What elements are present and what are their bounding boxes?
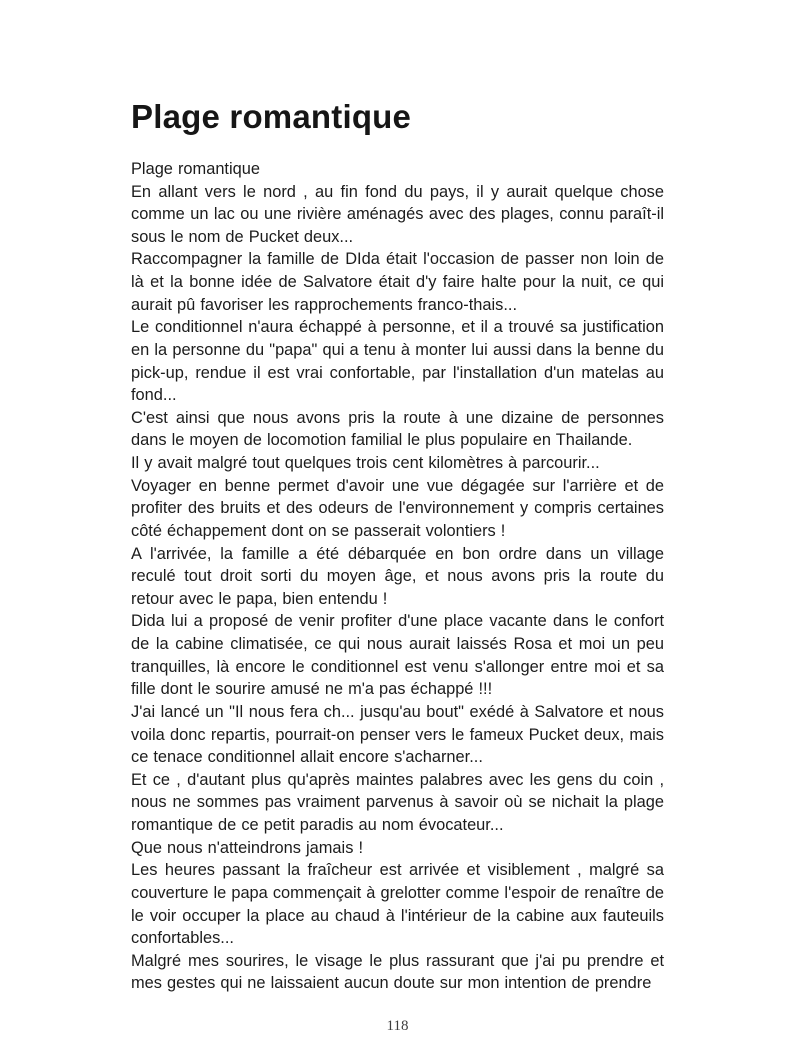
- paragraph: C'est ainsi que nous avons pris la route à une dizaine de personnes dans le moyen de locomotion familial le plus populaire en Thailande.: [131, 408, 664, 450]
- paragraph: Le conditionnel n'aura échappé à personne, et il a trouvé sa justification en la personne du "papa" qui a tenu à monter lui aussi dans la benne du pick-up, rendue il est vrai confortable, par l'installation d'un matelas au fond...: [131, 318, 664, 405]
- chapter-title: Plage romantique: [131, 98, 412, 135]
- page-content: [131, 99, 664, 995]
- paragraph: En allant vers le nord , au fin fond du pays, il y aurait quelque chose comme un lac ou une rivière aménagés avec des plages, connu paraît-il sous le nom de Pucket deux...: [131, 182, 664, 246]
- paragraph: A l'arrivée, la famille a été débarquée en bon ordre dans un village reculé tout droit sorti du moyen âge, et nous avons pris la route du retour avec le papa, bien entendu !: [131, 544, 664, 608]
- paragraph: Que nous n'atteindrons jamais !: [131, 838, 363, 857]
- paragraph: Et ce , d'autant plus qu'après maintes palabres avec les gens du coin , nous ne sommes pas vraiment parvenus à savoir où se nichait la plage romantique de ce petit paradis au nom évocateur...: [131, 770, 664, 835]
- body-text: [131, 158, 664, 995]
- paragraph: Malgré mes sourires, le visage le plus rassurant que j'ai pu prendre et mes gestes qui ne laissaient aucun doute sur mon intention de prendre: [131, 951, 664, 993]
- paragraph: Les heures passant la fraîcheur est arrivée et visiblement , malgré sa couverture le papa commençait à grelotter comme l'espoir de renaître de le voir occuper la place au chaud à l'intérieur de la cabine aux fauteuils confortables...: [131, 861, 664, 948]
- paragraph: Dida lui a proposé de venir profiter d'une place vacante dans le confort de la cabine climatisée, ce qui nous aurait laissés Rosa et moi un peu tranquilles, là encore le conditionnel est venu s'allonger entre moi et sa fille dont le sourire amusé ne m'a pas échappé !!!: [131, 612, 664, 699]
- paragraph: J'ai lancé un "Il nous fera ch... jusqu'au bout" exédé à Salvatore et nous voila donc repartis, pourrait-on penser vers le fameux Pucket deux, mais ce tenace conditionnel allait encore s'acharner...: [131, 702, 664, 767]
- paragraph: Raccompagner la famille de DIda était l'occasion de passer non loin de là et la bonne idée de Salvatore était d'y faire halte pour la nuit, ce qui aurait pû favoriser les rapprochements franco-thais...: [131, 250, 664, 314]
- page-number: 118: [386, 1018, 409, 1034]
- paragraph: Voyager en benne permet d'avoir une vue dégagée sur l'arrière et de profiter des bruits et des odeurs de l'environnement y compris certaines côté échappement dont on se passerait volontiers !: [131, 476, 664, 540]
- paragraph: Il y avait malgré tout quelques trois cent kilomètres à parcourir...: [131, 454, 600, 473]
- paragraph: Plage romantique: [131, 159, 260, 178]
